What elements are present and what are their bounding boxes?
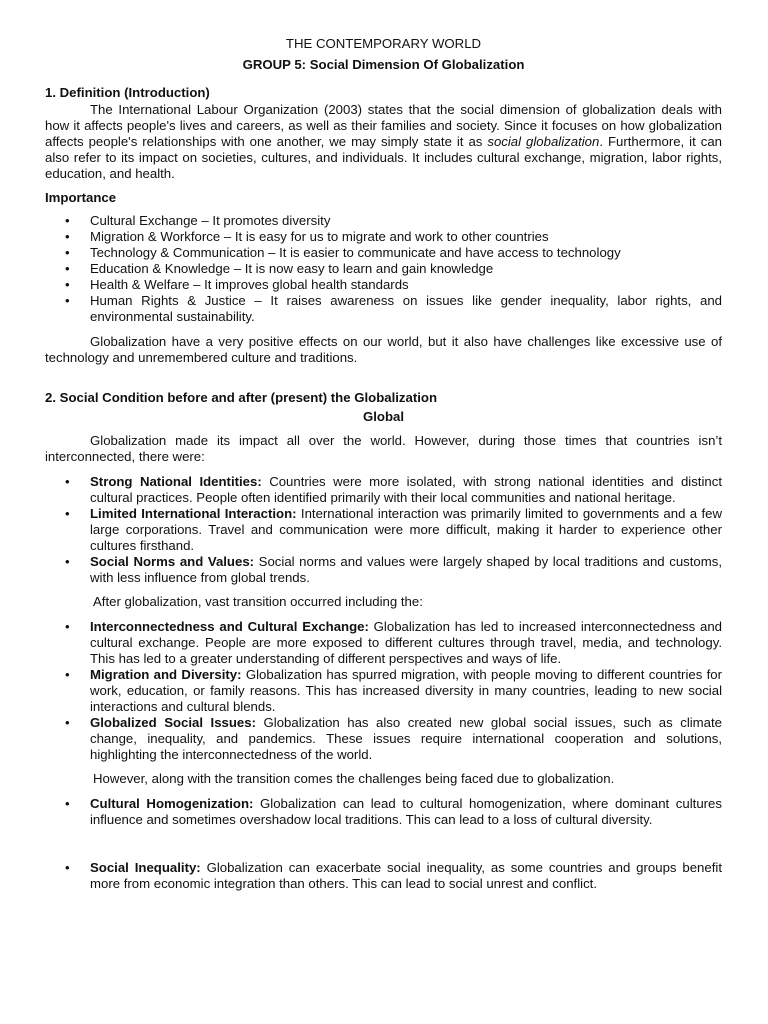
item-text: Globalization has also created new global social issues, such as climate change, inequality, and pandemics. These issues require international cooperation and solutions, highlighting the interconnectedness of the world.: [90, 715, 722, 762]
document-title: THE CONTEMPORARY WORLD: [285, 36, 482, 51]
challenge-intro-paragraph: However, along with the transition comes the challenges being faced due to globalization.: [93, 771, 615, 786]
section2-subheading: Global: [362, 409, 405, 424]
item-label: Social Norms and Values:: [90, 554, 255, 569]
importance-list: [45, 213, 722, 325]
list-item: • Health & Welfare – It improves global health standards: [45, 277, 722, 293]
after-intro-paragraph: After globalization, vast transition occurred including the:: [93, 594, 423, 609]
section1-closing-paragraph: Globalization have a very positive effects on our world, but it also have challenges like excessive use of technology and unremembered culture and traditions.: [45, 334, 722, 365]
section1-intro-paragraph: [45, 102, 722, 182]
list-item: [45, 796, 722, 828]
item-label: Migration and Diversity:: [90, 667, 242, 682]
list-item: • Technology & Communication – It is easier to communicate and have access to technology: [45, 245, 722, 261]
list-item: [45, 619, 722, 667]
intro-text-part2: . Furthermore, it can also refer to its impact on societies, cultures, and individuals. It includes cultural exchange, migration, labor rights, education, and health.: [45, 134, 722, 181]
item-text: Social norms and values were largely shaped by local traditions and customs, with less influence from global trends.: [90, 554, 722, 585]
item-text: Globalization can exacerbate social inequality, as some countries and groups benefit more from economic integration than others. This can lead to social unrest and conflict.: [90, 860, 722, 891]
importance-heading: Importance: [45, 190, 117, 205]
item-text: Countries were more isolated, with strong national identities and distinct cultural practices. People often identified primarily with their local communities and national heritage.: [90, 474, 722, 505]
item-text: International interaction was primarily limited to governments and a few large corporations. Travel and communication were more difficult, making it harder to experience other cultures firsthand.: [90, 506, 722, 553]
challenge-list: [45, 796, 722, 892]
list-item: [45, 474, 722, 506]
after-list: [45, 619, 722, 763]
section1-heading: 1. Definition (Introduction): [45, 85, 210, 100]
list-item: • Human Rights & Justice – It raises awareness on issues like gender inequality, labor rights, and environmental sustainability.: [45, 293, 722, 325]
list-item: [45, 715, 722, 763]
item-label: Cultural Homogenization:: [90, 796, 254, 811]
group-title: GROUP 5: Social Dimension Of Globalization: [242, 57, 525, 72]
item-label: Strong National Identities:: [90, 474, 262, 489]
item-label: Interconnectedness and Cultural Exchange:: [90, 619, 369, 634]
item-text: Globalization can lead to cultural homogenization, where dominant cultures influence and sometimes overshadow local traditions. This can lead to a loss of cultural diversity.: [90, 796, 722, 827]
list-item: • Migration & Workforce – It is easy for us to migrate and work to other countries: [45, 229, 722, 245]
item-text: Globalization has led to increased interconnectedness and cultural exchange. People are more exposed to different cultures through travel, media, and technology. This has led to a greater understanding of different perspectives and ways of life.: [90, 619, 722, 666]
intro-text-part1: The International Labour Organization (2003) states that the social dimension of globalization deals with how it affects people's lives and careers, as well as their families and society. Since it focuses on how globalization affects people's relationships with one another, we may simply state it as: [45, 102, 722, 149]
item-label: Limited International Interaction:: [90, 506, 297, 521]
before-list: [45, 474, 722, 586]
item-label: Social Inequality:: [90, 860, 201, 875]
section2-heading: 2. Social Condition before and after (present) the Globalization: [45, 390, 437, 405]
list-item: • Education & Knowledge – It is now easy to learn and gain knowledge: [45, 261, 722, 277]
section2-intro-paragraph: Globalization made its impact all over the world. However, during those times that countries isn’t interconnected, there were:: [45, 433, 722, 464]
list-item: [45, 860, 722, 892]
list-item: • Cultural Exchange – It promotes diversity: [45, 213, 722, 229]
item-label: Globalized Social Issues:: [90, 715, 256, 730]
intro-italic-term: social globalization: [487, 134, 600, 149]
list-item: [45, 506, 722, 554]
item-text: Globalization has spurred migration, with people moving to different countries for work, education, or family reasons. This has increased diversity in many countries, leading to new social interactions and cultural blends.: [90, 667, 723, 714]
list-item: [45, 554, 722, 586]
list-item: [45, 667, 722, 715]
